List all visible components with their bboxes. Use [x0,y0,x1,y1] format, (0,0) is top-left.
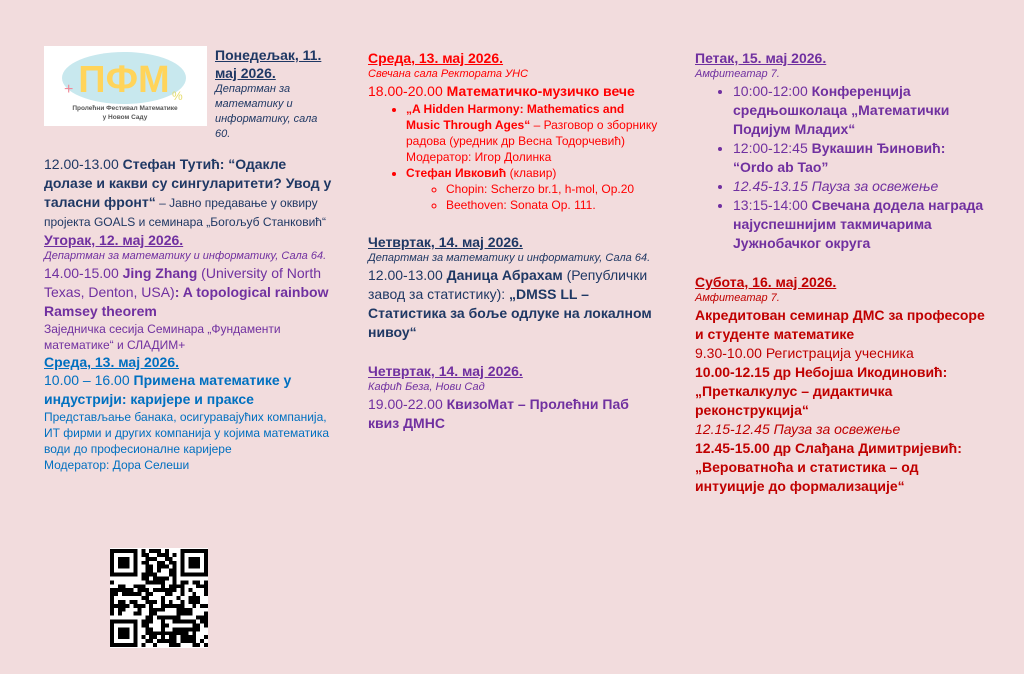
thursday-venue: Департман за математику и информатику, Сала 64. [368,252,651,264]
friday-venue: Амфитеатар 7. [695,68,780,80]
column-1 [44,155,334,473]
thursday-day: Четвртак, 14. мај 2026. [368,234,523,250]
list-item: ◦ Chopin: Scherzo br.1, h-mol, Op.20 [446,181,658,197]
monday-venue: Департман за математику и информатику, сала 60. [215,83,318,140]
tuesday-event: 14.00-15.00 Jing Zhang (University of North Texas, Denton, USA): A topological rainbow Ramsey theorem [44,265,329,319]
saturday-talk-2: 12.45-15.00 др Слађана Димитријевић: „Вероватноћа и статистика – од интуиције до формализације“ [695,440,962,494]
column-2 [368,49,658,433]
svg-text:Пролећни Фестивал Математике: Пролећни Фестивал Математике [72,105,178,112]
festival-logo [44,46,207,126]
wednesday-evening-day: Среда, 13. мај 2026. [368,50,504,66]
svg-text:у Новом Саду: у Новом Саду [102,114,148,121]
tuesday-venue: Департман за математику и информатику, Сала 64. [44,250,327,262]
svg-text:+: + [64,81,74,98]
thursday-evening-venue: Кафић Беза, Нови Сад [368,381,485,393]
wednesday-event: 10.00 – 16.00 Примена математике у индустрији: каријере и праксе [44,372,292,407]
thursday-event: 12.00-13.00 Даница Абрахам (Републички завод за статистику): „DMSS LL – Статистика за боље одлуке на локалном нивоу“ [368,267,652,340]
monday-event: 12.00-13.00 Стефан Тутић: “Одакле долазе и какви су сингуларитети? Увод у таласни фронт“ – Јавно предавање у оквиру пројекта GOALS и семинара „Богољуб Станковић“ [44,156,332,229]
tuesday-day: Уторак, 12. мај 2026. [44,232,184,248]
svg-text:ПФМ: ПФМ [78,59,170,101]
svg-text:%: % [172,89,183,103]
wednesday-moderator: Модератор: Дора Селеши [44,458,190,472]
saturday-day: Субота, 16. мај 2026. [695,274,837,290]
wednesday-evening-list [368,101,658,213]
saturday-venue: Амфитеатар 7. [695,292,780,304]
list-item: • 12.45-13.15 Пауза за освежење [733,177,985,196]
list-item: • „A Hidden Harmony: Mathematics and Music Through Ages“ – Разговор о зборнику радова (уредник др Весна Тодорчевић) Модератор: Игор Долинка [406,101,658,165]
wednesday-evening-event: 18.00-20.00 Математичко-музичко вече [368,83,635,99]
wednesday-desc: Представљање банака, осигуравајућих компанија, ИТ фирми и других компанија у којима математика води до професионалне каријере [44,410,330,456]
list-item: • 10:00-12:00 Конференција средњошколаца „Математички Подијум Младих“ [733,82,985,139]
thursday-evening-event: 19.00-22.00 КвизоМат – Пролећни Паб квиз ДМНС [368,396,629,431]
saturday-talk-1: 10.00-12.15 др Небојша Икодиновић: „Преткалкулус – дидактичка реконструкција“ [695,364,948,418]
qr-code-icon [110,548,208,648]
list-item: • Стефан Ивковић (клавир) ◦ Chopin: Scherzo br.1, h-mol, Op.20 ◦ Beethoven: Sonata Op. 111. [406,165,658,213]
thursday-evening-day: Четвртак, 14. мај 2026. [368,363,523,379]
monday-day: Понедељак, 11. мај 2026. [215,47,322,81]
saturday-title: Акредитован семинар ДМС за професоре и студенте математике [695,307,985,342]
saturday-break: 12.15-12.45 Пауза за освежење [695,421,901,437]
column-3 [695,49,985,496]
tuesday-desc: Заједничка сесија Семинара „Фундаменти математике“ и СЛАДИМ+ [44,322,281,352]
list-item: ◦ Beethoven: Sonata Op. 111. [446,197,658,213]
list-item: • 12:00-12:45 Вукашин Ђиновић: “Ordo ab Tao” [733,139,985,177]
saturday-registration: 9.30-10.00 Регистрација учесника [695,345,914,361]
wednesday-evening-venue: Свечана сала Ректората УНС [368,68,529,80]
monday-header [215,46,325,142]
list-item: • 13:15-14:00 Свечана додела награда најуспешнијим такмичарима Јужнобачког округа [733,196,985,253]
wednesday-day: Среда, 13. мај 2026. [44,354,180,370]
friday-list [695,82,985,253]
friday-day: Петак, 15. мај 2026. [695,50,827,66]
